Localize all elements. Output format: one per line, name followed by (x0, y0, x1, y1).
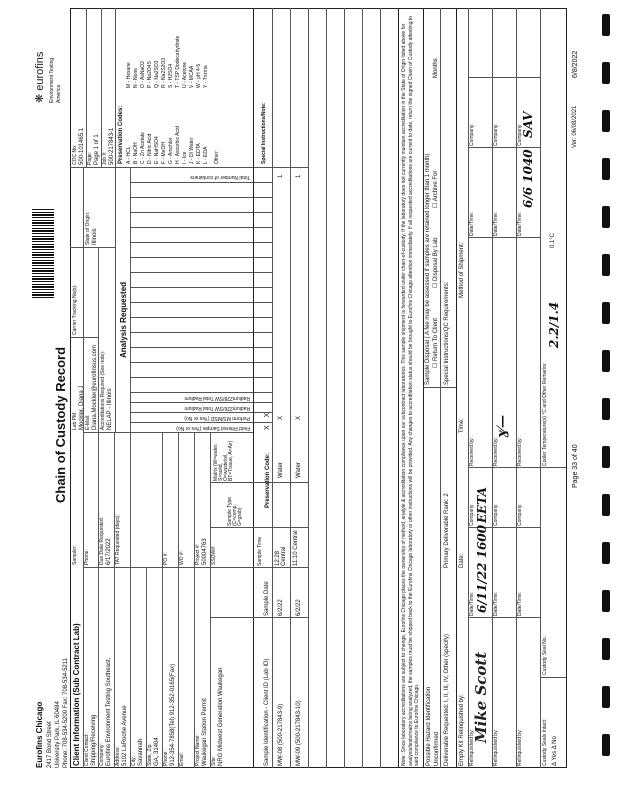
received-by-label: Received by: (469, 437, 475, 466)
logo-sub-1: Environment Testing (49, 57, 55, 103)
row-sample-id: MW-08 (500-217843-9) (278, 703, 284, 766)
state-label: State, Zip: (147, 743, 153, 766)
phone-label: Phone: (163, 750, 169, 766)
binder-mark (602, 254, 610, 276)
binder-mark (602, 302, 610, 324)
eurofins-logo: ❋ eurofins (34, 51, 46, 103)
binder-mark (602, 398, 610, 420)
relinquished-datetime-label-3: Date/Time: (517, 591, 523, 616)
state-origin-value: Illinois (92, 228, 98, 245)
form-title: Chain of Custody Record (53, 346, 68, 503)
analysis-col-radium226: Radium226/SW Total Radium (184, 405, 250, 411)
relinquished-company-label-2: Company (493, 504, 499, 526)
received-company-label-3: Company (517, 124, 523, 146)
empty-kit-time-label: Time: (459, 418, 465, 433)
project-no-value: 50004763 (202, 538, 208, 565)
job-value: 500-217843-1 (109, 127, 115, 165)
row-sample-date: 6/2/22 (296, 599, 302, 616)
accreditations-value: NELAP - Illinois (107, 388, 113, 430)
relinquished-company-label: Company (469, 504, 475, 526)
client-contact-label: Client Contact: (84, 733, 90, 766)
binder-mark (602, 446, 610, 468)
received-by-label-2: Received by: (493, 437, 499, 466)
page-value: Page 1 of 1 (94, 134, 100, 165)
lab-pm-value: Mockler, Diana J (79, 385, 85, 430)
col-sample-time: Sample Time (257, 536, 263, 566)
lab-address-2: University Park, IL 60484 (55, 701, 61, 768)
city-label: City: (131, 756, 137, 766)
footer-date: 6/8/2022 (572, 50, 579, 78)
po-label: PO #: (163, 552, 169, 565)
relinquished-datetime: 6/11/22 1600 (475, 524, 489, 613)
binder-mark (602, 158, 610, 180)
coc-no-value: 500-101465.1 (79, 127, 85, 165)
analysis-header: Analysis Requested (119, 281, 128, 358)
preservation-header: Preservation Codes: (118, 105, 124, 164)
cooler-temp-value: 2.2/1.4 (547, 301, 561, 348)
project-name-value: Waukegan Station Permit (202, 698, 208, 766)
client-contact-value: Shipping/Receiving (91, 714, 97, 766)
binder-mark (602, 734, 610, 756)
row-sample-time: 12:28 Central (275, 546, 287, 566)
received-company-label-2: Company (493, 124, 499, 146)
empty-kit-label: Empty Kit Relinquished by: (459, 694, 465, 766)
address-value: 5102 LaRoche Avenue (122, 705, 128, 766)
client-info-header: Client Information (Sub Contract Lab) (72, 623, 81, 766)
binder-mark (602, 590, 610, 612)
receiver-signature: ɣ⁄— (495, 415, 510, 438)
relinquished-datetime-label: Date/Time: (469, 591, 475, 616)
hazard-value: Unconfirmed (434, 731, 440, 766)
address-label: Address: (115, 746, 121, 766)
received-company-label: Company (469, 124, 475, 146)
city-value: Savannah (138, 738, 144, 766)
received-company: SAV (521, 111, 535, 138)
special-instructions-label: Special Instructions/Note: (261, 102, 267, 164)
binder-mark (602, 638, 610, 660)
relinquished-company-label-3: Company (517, 504, 523, 526)
temp-note: 0.1°C (550, 232, 556, 248)
disposal-months: Months (433, 58, 439, 78)
row-ms-mark: X (278, 415, 284, 420)
empty-kit-date-label: Date: (459, 553, 465, 568)
accreditation-note: Note: Since laboratory accreditations are subject to change, Eurofins Chicago places the ownership of method, analyte & accreditation compliance upon our subcontract laboratories. This sample shipment is forwarded under chain-of-custody. If the laboratory does not currently maintain accreditation in the State of Origin listed above for analysis/tests/matrix being analyzed, the samples must be shipped back to the Eurofins Chicago laboratory or other instructions will be provided. Any changes to accreditation status should be brought to Eurofins Chicago attention immediately. If all requested accreditations are current to date, return the signed Chain of Custody attesting to said compliance to Eurofins Chicago. (401, 15, 420, 766)
containers-label: Total Number of containers (190, 174, 250, 180)
received-datetime-label-3: Date/Time: (517, 211, 523, 236)
binder-mark (602, 14, 610, 36)
shipment-method-label: Method of Shipment: (459, 242, 465, 298)
binder-mark (602, 350, 610, 372)
row-container-count: 1 (278, 174, 284, 178)
disposal-archive-option[interactable]: ☐ Archive For (433, 170, 439, 208)
site-label: Site: (211, 755, 217, 766)
job-label: Job #: (102, 151, 108, 165)
disposal-label: Sample Disposal ( A fee may be assessed if samples are retained longer than 1 month) (425, 153, 431, 385)
binder-mark (602, 542, 610, 564)
primary-deliverable: Primary Deliverable Rank: 2 (444, 493, 450, 568)
company-label: Company: (99, 743, 105, 766)
preservation-code-values: X X (264, 409, 271, 430)
company-value: Eurofins Environment Testing Southeast, (106, 657, 112, 766)
lab-address-1: 2417 Bond Street (47, 721, 53, 768)
site-value: NRG Midwest Generation Waukegan (218, 667, 224, 766)
received-datetime-label: Date/Time: (469, 211, 475, 236)
relinquished-by-label-2: Relinquished by: (493, 729, 499, 766)
state-value: GA, 31404 (154, 737, 160, 766)
row-ms-mark: X (296, 415, 302, 420)
binder-mark (602, 110, 610, 132)
binder-mark (602, 686, 610, 708)
relinquished-by-label-3: Relinquished by: (517, 729, 523, 766)
lab-pm-label: Lab PM: (72, 411, 78, 430)
ssow-label: SSOW#: (211, 545, 217, 565)
binder-mark (602, 206, 610, 228)
email-label: Email: (179, 752, 185, 766)
logo-sub-2: America (56, 84, 62, 103)
binder-mark (602, 494, 610, 516)
lab-name: Eurofins Chicago (35, 701, 44, 768)
mid-phone-label: Phone: (84, 549, 90, 565)
page-label: Page: (87, 151, 93, 165)
project-name-label: Project Name: (195, 734, 201, 766)
col-sample-id: Sample Identification - Client ID (Lab ID) (264, 658, 270, 766)
due-date-value: 6/17/2022 (106, 538, 112, 565)
due-date-label: Due Date Requested: (99, 516, 105, 565)
coc-form: Eurofins Chicago 2417 Bond Street University Park, IL 60484 Phone: 708-534-5200 Fax: 708-534-5211 Chain of Custody Record ❋ eurofins Environment Testing America Client Information (Sub Contract Lab) Client Contact: Shipping/Receiving Company: Eurofins Environment Testing Southeast, Address: 5102 LaRoche Avenue City: Savannah State, Zip: GA, 31404 Phone: 912-354-7858(Tel) 912-352-0165(Fax) Email: Project Name: Waukegan Station Permit Site: NRG Midwest Generation Waukegan Sampler: Phone: Due Date Requested: 6/17/2022 TAT Requested (days): PO #: WO #: Project #: 50004763 SSOW#: Lab PM: Mockler, Diana J E-Mail: Diana.Mockler@eurofinsus.com Accreditations Required (See note): NELAP - Illinois Carrier Tracking No(s): State of Origin: Illinois COC No: 500-101465.1 Page: Page 1 of 1 Job #: 500-217843-1 Analysis Requested Field Filtered Sample (Yes or No) Perform MS/MSD (Yes or No) Radium226/SW Total Radium Radium228/SW Total Radium Total Number of containers Preservation Codes: A - HCL B - NaOH C - Zn Acetate D - Nitric Acid E - NaHSO4 F - MeOH G - Amchlor H - Ascorbic Acid I - Ice J - DI Water K - EDTA L - EDA Other: M - Hexane N - None O - AsNaO2 P - Na2O4S Q - Na2SO3 R - Na2S2O3 S - H2SO4 T - TSP Dodecahydrate U - Acetone V - MCAA W - pH 4-5 Y - Trizma Sample Identification - Client ID (Lab ID) Sample Date Sample Time Sample Type (C=comp, G=grab) Matrix (W=water, S=solid, O=waste/oil, BT=Tissue, A=Air) Preservation Code: X X Special Instructions/Note: MW-08 (500-217843-9) 6/2/22 12:28 Central Water X 1 MW-09 (500-217843-10) 6/2/22 11:10 Central Water X 1 Note: Since laboratory accreditations are subject to change, Eurofins Chicago places the ownership of method, analyte & accreditation compliance upon our subcontract laboratories. This sample shipment is forwarded under chain-of-custody. If the laboratory does not currently maintain accreditation in the State of Origin listed above for analysis/tests/matrix being analyzed, the samples must be shipped back to the Eurofins Chicago laboratory or other instructions will be provided. Any changes to accreditation status should be brought to Eurofins Chicago attention immediately. If all requested accreditations are current to date, return the signed Chain of Custody attesting to said compliance to Eurofins Chicago. Possible Hazard Identification Unconfirmed Deliverable Requested: I, II, III, IV, Other (specify) Primary Deliverable Rank: 2 Sample Disposal ( A fee may be assessed if samples are retained longer than 1 month) ☐ Return To Client ☐ Disposal By Lab ☐ Archive For Months Special Instructions/QC Requirements: Empty Kit Relinquished by: Date: Time: Method of Shipment: Relinquished by: Mike Scott Date/Time: 6/11/22 1600 Company EETA Received by: Date/Time: Company Relinquished by: Date/Time: Company Received by: ɣ⁄— Date/Time: Company Relinquished by: Date/Time: Company Received by: Date/Time: 6/6 1040 Company SAV Custody Seals Intact: Δ Yes Δ No Custody Seal No.: Cooler Temperature(s) °C and Other Remarks: 2.2/1.4 0.1°C Page 33 of 40 Ver: 06/08/2021 6/8/2022 (28, 8, 588, 768)
logo-icon: ❋ (34, 93, 46, 103)
relinquished-datetime-label-2: Date/Time: (493, 591, 499, 616)
footer-page: Page 33 of 40 (572, 444, 579, 488)
analysis-col-field-filtered: Field Filtered Sample (Yes or No) (176, 425, 250, 431)
carrier-tracking-label: Carrier Tracking No(s): (72, 284, 78, 335)
received-by-label-3: Received by: (517, 437, 523, 466)
custody-seals-value: Δ Yes Δ No (552, 736, 558, 766)
relinquished-by-label: Relinquished by: (469, 729, 475, 766)
table-row (290, 8, 308, 768)
coc-no-label: COC No: (72, 144, 78, 165)
cooler-temp-label: Cooler Temperature(s) °C and Other Remarks: (542, 362, 548, 466)
analysis-col-radium228: Radium228/SW Total Radium (184, 395, 250, 401)
lab-pm-email-label: E-Mail: (85, 414, 91, 430)
relinquished-signature: Mike Scott (472, 651, 490, 743)
col-sample-date: Sample Date (264, 581, 270, 616)
custody-seal-no-label: Custody Seal No.: (542, 634, 548, 675)
custody-seals-label: Custody Seals Intact: (542, 718, 548, 766)
lab-pm-email-value: Diana.Mockler@eurofinsus.com (92, 344, 98, 430)
row-matrix: Water (296, 462, 302, 478)
qc-requirements-label: Special Instructions/QC Requirements: (444, 281, 450, 385)
wo-label: WO #: (179, 550, 185, 565)
row-matrix: Water (278, 462, 284, 478)
state-origin-label: State of Origin: (85, 211, 91, 245)
relinquished-company: EETA (475, 487, 489, 523)
project-no-label: Project #: (195, 543, 201, 565)
row-sample-id: MW-09 (500-217843-10) (296, 700, 302, 766)
analysis-col-ms-msd: Perform MS/MSD (Yes or No) (184, 415, 250, 421)
deliverable-label: Deliverable Requested: I, II, III, IV, Other (specify) (444, 634, 450, 766)
sampler-label: Sampler: (72, 544, 78, 565)
col-matrix: Matrix (W=water, S=solid, O=waste/oil, BT=Tissue, A=Air) (213, 440, 234, 481)
hazard-label: Possible Hazard Identification (426, 686, 432, 766)
row-sample-date: 6/2/22 (278, 599, 284, 616)
preservation-code-label: Preservation Code: (265, 452, 271, 508)
table-row (272, 8, 290, 768)
tat-label: TAT Requested (days): (115, 514, 121, 565)
received-datetime-label-2: Date/Time: (493, 211, 499, 236)
disposal-return-option[interactable]: ☐ Return To Client (433, 318, 439, 368)
binder-mark (602, 62, 610, 84)
row-sample-time: 11:10 Central (293, 530, 299, 566)
row-container-count: 1 (296, 174, 302, 178)
lab-phone: Phone: 708-534-5200 Fax: 708-534-5211 (63, 658, 69, 768)
accreditations-label: Accreditations Required (See note): (100, 350, 106, 430)
disposal-lab-option[interactable]: ☐ Disposal By Lab (433, 237, 439, 288)
barcode (32, 208, 54, 298)
col-sample-type: Sample Type (C=comp, G=grab) (227, 496, 243, 526)
phone-value: 912-354-7858(Tel) 912-352-0165(Fax) (170, 663, 176, 766)
received-datetime: 6/6 1040 (521, 149, 535, 208)
footer-version: Ver: 06/08/2021 (572, 105, 578, 148)
